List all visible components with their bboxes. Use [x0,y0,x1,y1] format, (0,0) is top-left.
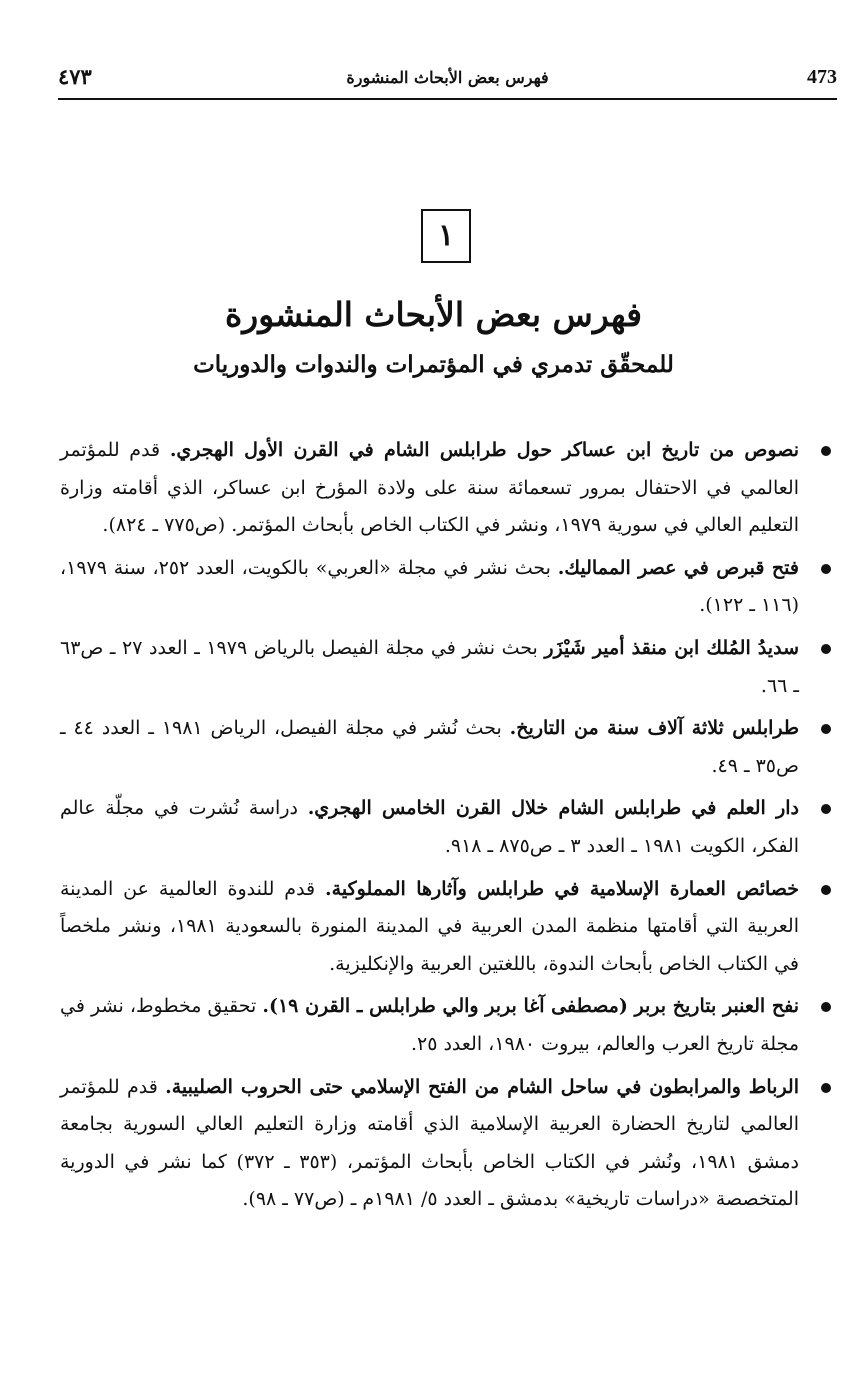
page-number-arabic: ٤٧٣ [58,64,92,89]
bullet-icon [821,564,831,574]
bullet-icon [821,1002,831,1012]
section-number-box: ١ [421,209,471,263]
list-item [60,432,831,545]
entry-title: سديدُ المُلك ابن منقذ أمير شَيْزَر [544,636,799,659]
bullet-icon [821,885,831,895]
entry-title: خصائص العمارة الإسلامية في طرابلس وآثارها المملوكية. [325,877,799,900]
bullet-icon [821,804,831,814]
entry-title: طرابلس ثلاثة آلاف سنة من التاريخ. [509,717,799,740]
bullet-icon [821,644,831,654]
page-subtitle: للمحقّق تدمري في المؤتمرات والندوات والدوريات [193,351,674,378]
list-item [60,790,831,865]
list-item [60,871,831,984]
entry-title: فتح قبرص في عصر المماليك. [557,556,799,579]
list-item [60,710,831,785]
entry-body: بحث نشر في مجلة «العربي» بالكويت، العدد ٢٥٢، سنة ١٩٧٩، (١١٦ ـ ١٢٢). [60,556,799,617]
running-header [58,62,837,96]
header-rule [58,98,837,100]
list-item [60,550,831,625]
page-number-latin: 473 [807,66,837,88]
entry-title: الرباط والمرابطون في ساحل الشام من الفتح الإسلامي حتى الحروب الصليبية. [165,1075,799,1098]
entry-body: قدم للمؤتمر العالمي لتاريخ الحضارة العربية الإسلامية الذي أقامته وزارة التعليم العالي السورية بجامعة دمشق ١٩٨١، ونُشر في الكتاب الخاص بأبحاث المؤتمر، (٣٥٣ ـ ٣٧٢) كما نشر في الدورية المتخصصة «دراسات تاريخية» بدمشق ـ العدد ٥/ ١٩٨١م ـ (ص٧٧ ـ ٩٨). [60,1075,799,1211]
entry-body: قدم للندوة العالمية عن المدينة العربية التي أقامتها منظمة المدن العربية في المدينة المنورة بالسعودية ١٩٨١، ونشر ملخصاً في الكتاب الخاص بأبحاث الندوة، باللغتين العربية والإنكليزية. [60,877,799,975]
list-item [60,988,831,1063]
bullet-icon [821,724,831,734]
entry-title: نصوص من تاريخ ابن عساكر حول طرابلس الشام في القرن الأول الهجري. [169,439,799,461]
entry-body: تحقيق مخطوط، نشر في مجلة تاريخ العرب والعالم، بيروت ١٩٨٠، العدد ٢٥. [60,995,799,1055]
entry-body: بحث نُشر في مجلة الفيصل، الرياض ١٩٨١ ـ العدد ٤٤ ـ ص٣٥ ـ ٤٩. [60,717,799,777]
entry-body: قدم للمؤتمر العالمي في الاحتفال بمرور تسعمائة سنة على ولادة المؤرخ ابن عساكر، الذي أقامته وزارة التعليم العالي في سورية ١٩٧٩، ونشر في الكتاب الخاص بأبحاث المؤتمر. (ص٧٧٥ ـ ٨٢٤). [60,439,799,537]
bullet-icon [821,446,831,456]
publication-list [60,432,831,1224]
bullet-icon [821,1083,831,1093]
entry-body: بحث نشر في مجلة الفيصل بالرياض ١٩٧٩ ـ العدد ٢٧ ـ ص٦٣ ـ ٦٦. [60,636,799,697]
list-item [60,630,831,705]
entry-body: دراسة نُشرت في مجلّة عالم الفكر، الكويت ١٩٨١ ـ العدد ٣ ـ ص٨٧٥ ـ ٩١٨. [60,797,799,857]
entry-title: نفح العنبر بتاريخ بربر (مصطفى آغا بربر والي طرابلس ـ القرن ١٩). [262,995,799,1018]
entry-title: دار العلم في طرابلس الشام خلال القرن الخامس الهجري. [307,797,799,820]
list-item [60,1069,831,1219]
page-title: فهرس بعض الأبحاث المنشورة [224,295,643,334]
running-title: فهرس بعض الأبحاث المنشورة [346,68,549,87]
